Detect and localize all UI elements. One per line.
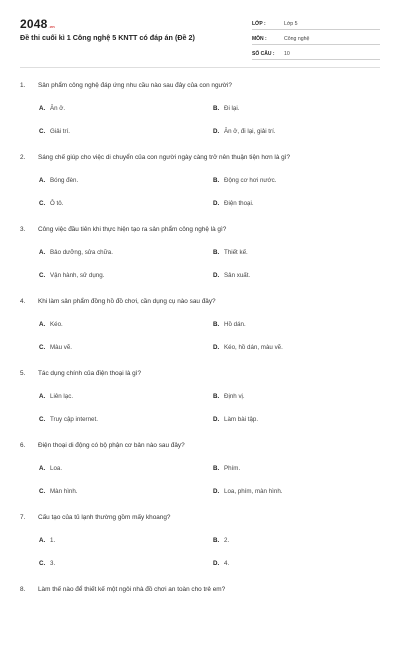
option-letter: D. [213, 344, 220, 351]
question-prompt: Cấu tạo của tủ lạnh thường gồm mấy khoang? [38, 514, 171, 521]
option-d[interactable] [213, 272, 250, 279]
option-letter: C. [39, 416, 46, 423]
option-b[interactable] [213, 321, 246, 328]
option-letter: B. [213, 537, 220, 544]
question-4 [0, 294, 400, 366]
option-text: Giải trí. [50, 128, 70, 135]
logo-domain: .vn [48, 24, 55, 29]
option-c[interactable] [39, 416, 98, 423]
question-2 [0, 150, 400, 222]
option-text: Hồ dán. [224, 321, 246, 328]
option-c[interactable] [39, 200, 63, 207]
option-text: 2. [224, 537, 230, 544]
option-letter: B. [213, 249, 220, 256]
question-prompt: Tác dụng chính của điện thoại là gì? [38, 370, 142, 377]
option-b[interactable] [213, 393, 245, 400]
option-text: Kéo, hồ dán, màu vẽ. [224, 344, 283, 351]
option-c[interactable] [39, 344, 72, 351]
question-3 [0, 222, 400, 294]
option-letter: C. [39, 488, 46, 495]
question-1 [0, 78, 400, 150]
question-8 [0, 582, 400, 654]
option-text: Màn hình. [50, 488, 78, 495]
question-number: 8. [20, 586, 26, 593]
option-text: Thiết kế. [224, 249, 248, 256]
option-text: Bóng đèn. [50, 177, 79, 184]
option-letter: D. [213, 488, 220, 495]
option-d[interactable] [213, 200, 254, 207]
option-a[interactable] [39, 393, 73, 400]
question-text [20, 514, 170, 521]
option-letter: A. [39, 177, 46, 184]
meta-value: Công nghệ [284, 36, 310, 42]
question-number: 7. [20, 514, 26, 521]
question-text [20, 370, 141, 377]
option-letter: B. [213, 177, 220, 184]
option-letter: A. [39, 537, 46, 544]
option-d[interactable] [213, 488, 282, 495]
question-number: 1. [20, 82, 26, 89]
option-text: Phím. [224, 465, 241, 472]
question-list [0, 78, 400, 654]
option-b[interactable] [213, 105, 239, 112]
meta-row-subject [252, 30, 380, 45]
question-text [20, 298, 216, 305]
option-a[interactable] [39, 177, 78, 184]
question-7 [0, 510, 400, 582]
logo-text: 2048 [20, 17, 48, 31]
option-letter: C. [39, 200, 46, 207]
meta-label: MÔN : [252, 36, 267, 42]
option-letter: C. [39, 272, 46, 279]
option-text: Truy cập internet. [50, 416, 98, 423]
option-text: Đi lại. [224, 105, 240, 112]
option-letter: A. [39, 249, 46, 256]
option-letter: B. [213, 105, 220, 112]
meta-row-class [252, 15, 380, 30]
option-letter: A. [39, 321, 46, 328]
option-a[interactable] [39, 465, 62, 472]
site-logo[interactable] [20, 17, 55, 31]
option-text: Động cơ hơi nước. [224, 177, 277, 184]
option-text: Định vị. [224, 393, 245, 400]
option-a[interactable] [39, 105, 65, 112]
option-letter: D. [213, 272, 220, 279]
question-text [20, 226, 226, 233]
option-text: 4. [224, 560, 230, 567]
question-text [20, 154, 290, 161]
question-text [20, 82, 232, 89]
option-d[interactable] [213, 344, 283, 351]
option-d[interactable] [213, 128, 276, 135]
option-c[interactable] [39, 560, 55, 567]
option-d[interactable] [213, 416, 258, 423]
question-prompt: Làm thế nào để thiết kế một ngôi nhà đồ chơi an toàn cho trẻ em? [38, 586, 226, 593]
question-number: 4. [20, 298, 26, 305]
option-text: Ăn ở, đi lại, giải trí. [224, 128, 276, 135]
meta-value: 10 [284, 51, 290, 57]
question-prompt: Điện thoại di động có bộ phận cơ bản nào sau đây? [38, 442, 185, 449]
option-letter: C. [39, 128, 46, 135]
question-5 [0, 366, 400, 438]
option-text: Vận hành, sử dụng. [50, 272, 105, 279]
option-b[interactable] [213, 177, 276, 184]
option-text: Liên lạc. [50, 393, 74, 400]
option-text: Loa, phím, màn hình. [224, 488, 283, 495]
question-text [20, 586, 225, 593]
option-letter: A. [39, 465, 46, 472]
question-prompt: Sáng chế giúp cho việc di chuyển của con người ngày càng trở nên thuận tiện hơn là gì? [38, 154, 291, 161]
option-letter: B. [213, 465, 220, 472]
option-b[interactable] [213, 465, 240, 472]
meta-label: SỐ CÂU : [252, 51, 275, 57]
option-text: 1. [50, 537, 56, 544]
option-letter: A. [39, 105, 46, 112]
option-c[interactable] [39, 128, 70, 135]
question-number: 5. [20, 370, 26, 377]
option-c[interactable] [39, 488, 78, 495]
question-number: 2. [20, 154, 26, 161]
option-text: 3. [50, 560, 56, 567]
option-text: Loa. [50, 465, 63, 472]
document-header [0, 0, 400, 68]
option-text: Kéo. [50, 321, 63, 328]
question-number: 3. [20, 226, 26, 233]
option-letter: D. [213, 128, 220, 135]
option-text: Điện thoại. [224, 200, 254, 207]
option-a[interactable] [39, 249, 113, 256]
question-prompt: Công việc đầu tiên khi thực hiện tạo ra sản phẩm công nghệ là gì? [38, 226, 227, 233]
option-letter: B. [213, 393, 220, 400]
question-prompt: Sản phẩm công nghệ đáp ứng nhu cầu nào sau đây của con người? [38, 82, 232, 89]
option-letter: A. [39, 393, 46, 400]
option-letter: C. [39, 344, 46, 351]
option-letter: D. [213, 200, 220, 207]
exam-meta [252, 15, 380, 60]
question-number: 6. [20, 442, 26, 449]
option-letter: C. [39, 560, 46, 567]
question-6 [0, 438, 400, 510]
question-prompt: Khi làm sản phẩm đồng hồ đồ chơi, cần dụng cụ nào sau đây? [38, 298, 216, 305]
option-letter: D. [213, 416, 220, 423]
option-text: Bảo dưỡng, sửa chữa. [50, 249, 113, 256]
option-text: Làm bài tập. [224, 416, 259, 423]
option-a[interactable] [39, 537, 55, 544]
option-text: Màu vẽ. [50, 344, 73, 351]
meta-value: Lớp 5 [284, 21, 298, 27]
option-text: Ô tô. [50, 200, 64, 207]
exam-title: Đề thi cuối kì 1 Công nghệ 5 KNTT có đáp án (Đề 2) [20, 33, 195, 42]
question-text [20, 442, 185, 449]
option-b[interactable] [213, 249, 248, 256]
option-letter: B. [213, 321, 220, 328]
meta-row-count [252, 45, 380, 60]
option-b[interactable] [213, 537, 229, 544]
option-a[interactable] [39, 321, 63, 328]
meta-label: LỚP : [252, 21, 266, 27]
option-c[interactable] [39, 272, 104, 279]
option-text: Ăn ở. [50, 105, 66, 112]
header-divider [20, 67, 380, 68]
option-letter: D. [213, 560, 220, 567]
option-d[interactable] [213, 560, 229, 567]
option-text: Sản xuất. [224, 272, 251, 279]
